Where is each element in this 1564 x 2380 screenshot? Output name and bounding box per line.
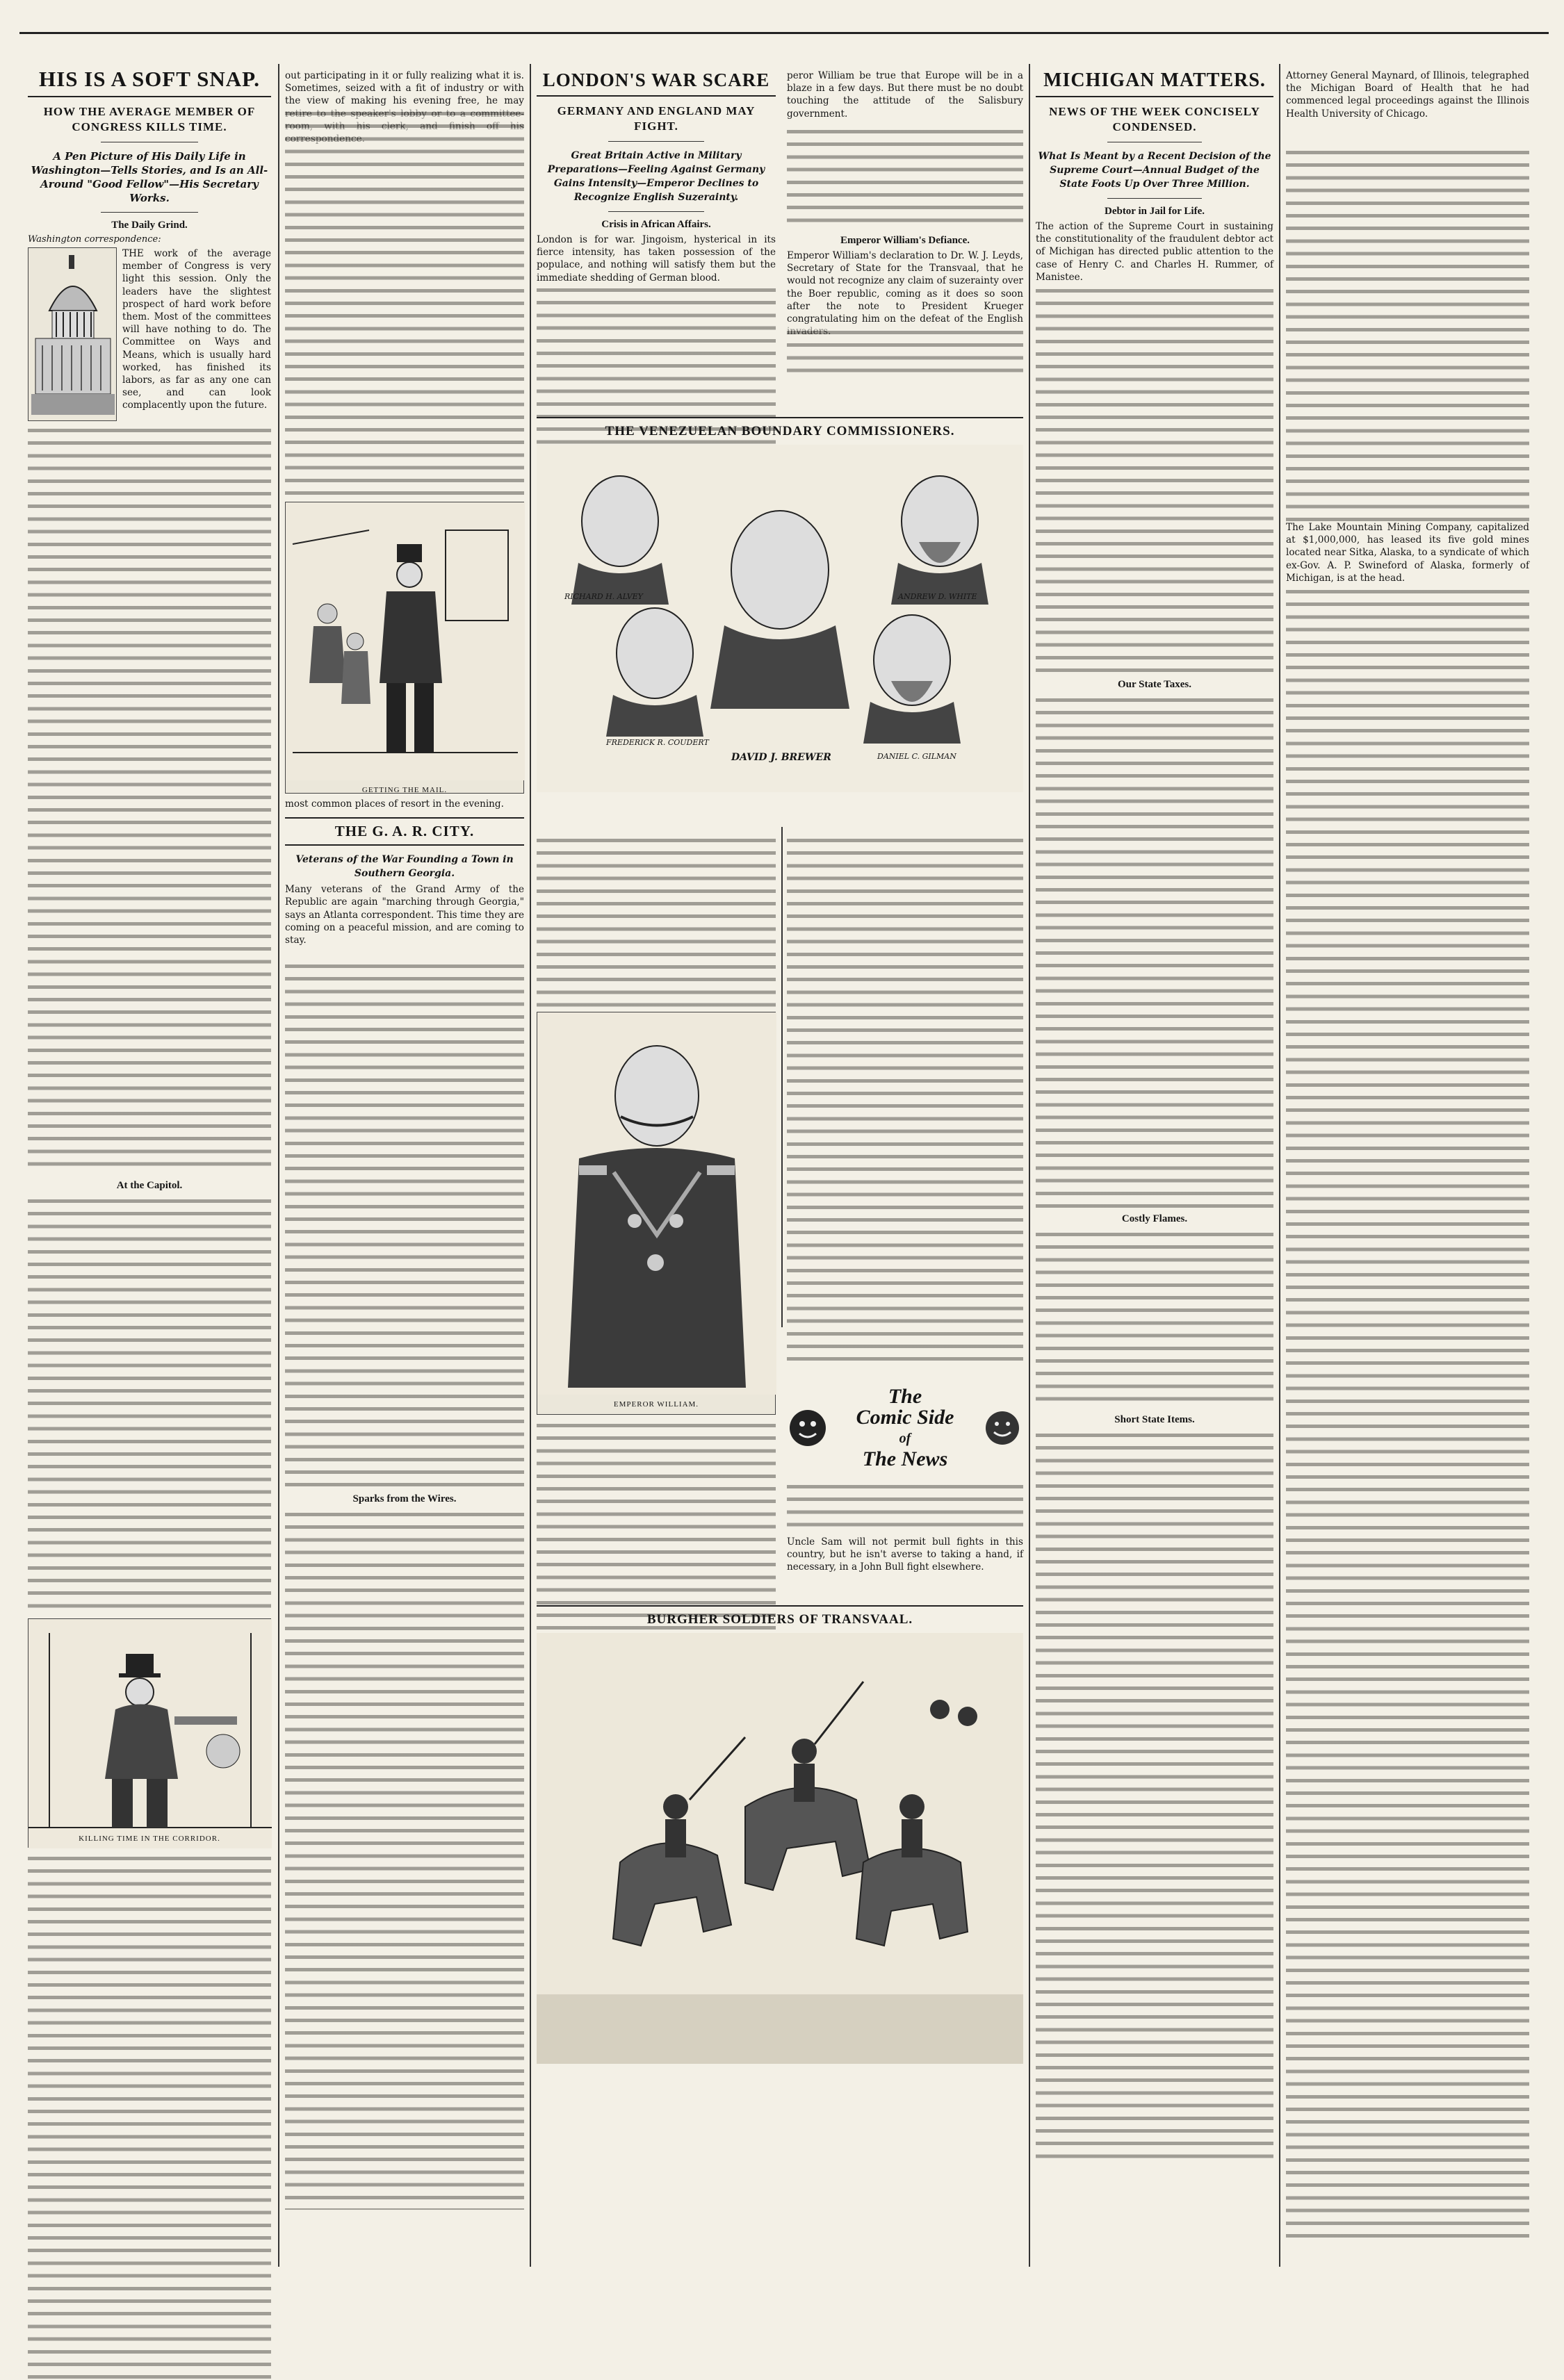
article-text-block xyxy=(285,960,524,1488)
continued-intro: out participating in it or fully realizing what it is. Sometimes, seized with a fit of industry or with the view of making his evening free, he may xyxy=(285,70,524,107)
column-rule xyxy=(530,64,531,2267)
column-rule xyxy=(781,827,783,1327)
article-text-block xyxy=(1036,694,1273,1208)
article-text-block xyxy=(787,834,1023,1369)
headline-soft-snap: HIS IS A SOFT SNAP. xyxy=(28,67,271,97)
corridor-illustration xyxy=(28,1618,271,1848)
section-flames: Costly Flames. xyxy=(1121,1213,1188,1224)
section-short-items: Short State Items. xyxy=(1114,1414,1195,1425)
sun-face-icon xyxy=(981,1407,1023,1449)
caption-getting-mail: GETTING THE MAIL. xyxy=(361,786,448,794)
deck-congress: A Pen Picture of His Daily Life in Washington—Tells Stories, and Is an All-Around "Good Fellow"—His Secretary Works. xyxy=(31,150,268,204)
comic-tail-text: Uncle Sam will not permit bull fights in this country, but he isn't averse to taking a hand, if necessary, in a John Bull fight elsewhere. xyxy=(787,1536,1023,1573)
column-rule xyxy=(278,64,279,2267)
headline-michigan: MICHIGAN MATTERS. xyxy=(1036,69,1273,97)
article-text-block xyxy=(28,1195,271,1611)
war-scare-text: London is for war. Jingoism, hysterical in its fierce intensity, has taken possession of the populace, and nothing will satisfy them but the immediate shedding of German blood. xyxy=(537,234,776,284)
deck-war-scare: Great Britain Active in Military Preparations—Feeling Against Germany Gains Intensity—Emperor Declines to Recognize English Suzerainty. xyxy=(547,150,765,203)
name-coudert: FREDERICK R. COUDERT xyxy=(606,738,709,747)
section-african-affairs: Crisis in African Affairs. xyxy=(601,219,711,230)
section-emperor-defiance: Emperor William's Defiance. xyxy=(840,235,970,246)
tail-text xyxy=(285,798,524,810)
deck-michigan: What Is Meant by a Recent Decision of the Supreme Court—Annual Budget of the State Foots Up Over Three Million. xyxy=(1038,151,1271,190)
divider xyxy=(101,212,198,213)
gar-body-text: Many veterans of the Grand Army of the Republic are again "marching through Georgia," says an Atlanta correspondent. This time they are coming on a peaceful mission, and are coming to stay. xyxy=(285,884,524,946)
top-rule xyxy=(19,32,1549,34)
column-2 xyxy=(285,69,524,2258)
article-text-block xyxy=(1036,1429,1273,2165)
divider xyxy=(608,141,704,142)
col6-lead xyxy=(1286,69,1529,146)
michigan-body-text: The action of the Supreme Court in sustaining the constitutionality of the fraudulent debtor act of Michigan has directed public attention to the case of Henry C. and Charles H. Rummer, of Manistee. xyxy=(1036,221,1273,283)
article-text-block xyxy=(787,326,1023,375)
deck-gar-city: Veterans of the War Founding a Town in Southern Georgia. xyxy=(295,854,514,880)
article-text-block xyxy=(28,424,271,1174)
article-text-block xyxy=(1036,284,1273,673)
burgher-title: BURGHER SOLDIERS OF TRANSVAAL. xyxy=(646,1612,913,1627)
article-text-block xyxy=(1286,146,1529,521)
name-gilman: DANIEL C. GILMAN xyxy=(877,752,956,761)
column-rule xyxy=(1279,64,1280,2267)
article-text-block xyxy=(285,107,524,496)
subhead-michigan: NEWS OF THE WEEK CONCISELY CONDENSED. xyxy=(1049,105,1260,133)
article-text-block xyxy=(787,125,1023,229)
name-alvey: RICHARD H. ALVEY xyxy=(564,592,643,601)
michigan-body xyxy=(1036,220,1273,284)
gar-body xyxy=(285,883,524,960)
column-1 xyxy=(28,67,271,2256)
section-sparks: Sparks from the Wires. xyxy=(352,1493,457,1505)
burgher-soldiers-panel xyxy=(537,1605,1023,2071)
comic-word-news: The News xyxy=(862,1447,948,1470)
kaiser-continued xyxy=(787,69,1023,125)
war-scare-body xyxy=(537,233,776,284)
lead-text: THE work of the average member of Congress is very light this session. Only the leaders have the slightest prospect of hard work before them. Most of the committees will have nothing to do. The Committee on Ways and Means, which is usually hard worked, has finished its labors, as far as any one can see, and can look complacently upon the future. xyxy=(122,248,271,411)
col6-lead-text: Attorney General Maynard, of Illinois, telegraphed the Michigan Board of Health that he had commenced legal proceedings against the Illinois Health University of Chicago. xyxy=(1286,70,1529,120)
commissioners-panel xyxy=(537,417,1023,806)
comic-word-side: Comic Side xyxy=(856,1406,954,1429)
continued-text xyxy=(285,69,524,107)
article-text-block xyxy=(1036,1228,1273,1409)
section-taxes: Our State Taxes. xyxy=(1118,679,1191,690)
dateline: Washington correspondence: xyxy=(28,234,161,245)
commissioners-title: THE VENEZUELAN BOUNDARY COMMISSIONERS. xyxy=(605,424,955,438)
getting-mail-illustration xyxy=(285,502,524,794)
defiance-body xyxy=(787,249,1023,326)
column-5 xyxy=(1036,69,1273,2258)
caption-emperor: EMPEROR WILLIAM. xyxy=(613,1400,699,1409)
article-text-block xyxy=(787,1480,1023,1536)
moon-face-icon xyxy=(787,1407,829,1449)
name-brewer: DAVID J. BREWER xyxy=(731,752,831,763)
kaiser-continued-text: peror William be true that Europe will be in a blaze in a few days. But there must be no doubt touching the attitude of the Salisbury government. xyxy=(787,70,1023,120)
burgher-soldiers-illustration xyxy=(537,1633,1023,2064)
mining-text: The Lake Mountain Mining Company, capitalized at $1,000,000, has leased its five gold mines located near Sitka, Alaska, to a syndicate of which ex-Gov. A. P. Swineford of Alaska, formerly of Michigan, is at the head. xyxy=(1286,522,1529,584)
section-daily-grind: The Daily Grind. xyxy=(111,220,188,231)
caption-corridor: KILLING TIME IN THE CORRIDOR. xyxy=(79,1835,220,1843)
name-white: ANDREW D. WHITE xyxy=(898,592,977,601)
article-text-block xyxy=(1286,585,1529,2239)
column-4-top xyxy=(787,69,1023,417)
section-at-capitol: At the Capitol. xyxy=(116,1180,183,1191)
headline-war-scare: LONDON'S WAR SCARE xyxy=(537,69,776,97)
section-debtor: Debtor in Jail for Life. xyxy=(1104,206,1205,217)
column-rule xyxy=(1029,64,1030,2267)
mining-paragraph xyxy=(1286,521,1529,585)
comic-word-of: of xyxy=(899,1431,911,1446)
column-6 xyxy=(1286,69,1529,2258)
comic-side-banner xyxy=(787,1376,1023,1480)
defiance-text: Emperor William's declaration to Dr. W. J. Leyds, Secretary of State for the Transvaal, that he would not recognize any claim of suzerainty over the Boer republic, coming as it does so soon after the note to President Krueger congratulating him on the defeat of the English xyxy=(787,250,1023,325)
tail-line: most common places of resort in the evening. xyxy=(285,798,504,810)
column-4-lower xyxy=(787,834,1023,1612)
divider xyxy=(1107,198,1203,199)
article-text-block xyxy=(537,834,776,1008)
emperor-william-portrait xyxy=(537,1012,776,1415)
divider xyxy=(608,211,704,212)
comic-title xyxy=(833,1386,977,1470)
article-text-block xyxy=(28,1852,271,2380)
article-text-block xyxy=(285,1508,524,2210)
subhead-germany-england: GERMANY AND ENGLAND MAY FIGHT. xyxy=(557,104,756,133)
capitol-illustration xyxy=(28,247,117,421)
comic-word-the: The xyxy=(888,1385,922,1408)
comic-tail xyxy=(787,1536,1023,1577)
subhead-congress: HOW THE AVERAGE MEMBER OF CONGRESS KILLS TIME. xyxy=(43,105,256,133)
headline-gar-city: THE G. A. R. CITY. xyxy=(285,817,524,846)
